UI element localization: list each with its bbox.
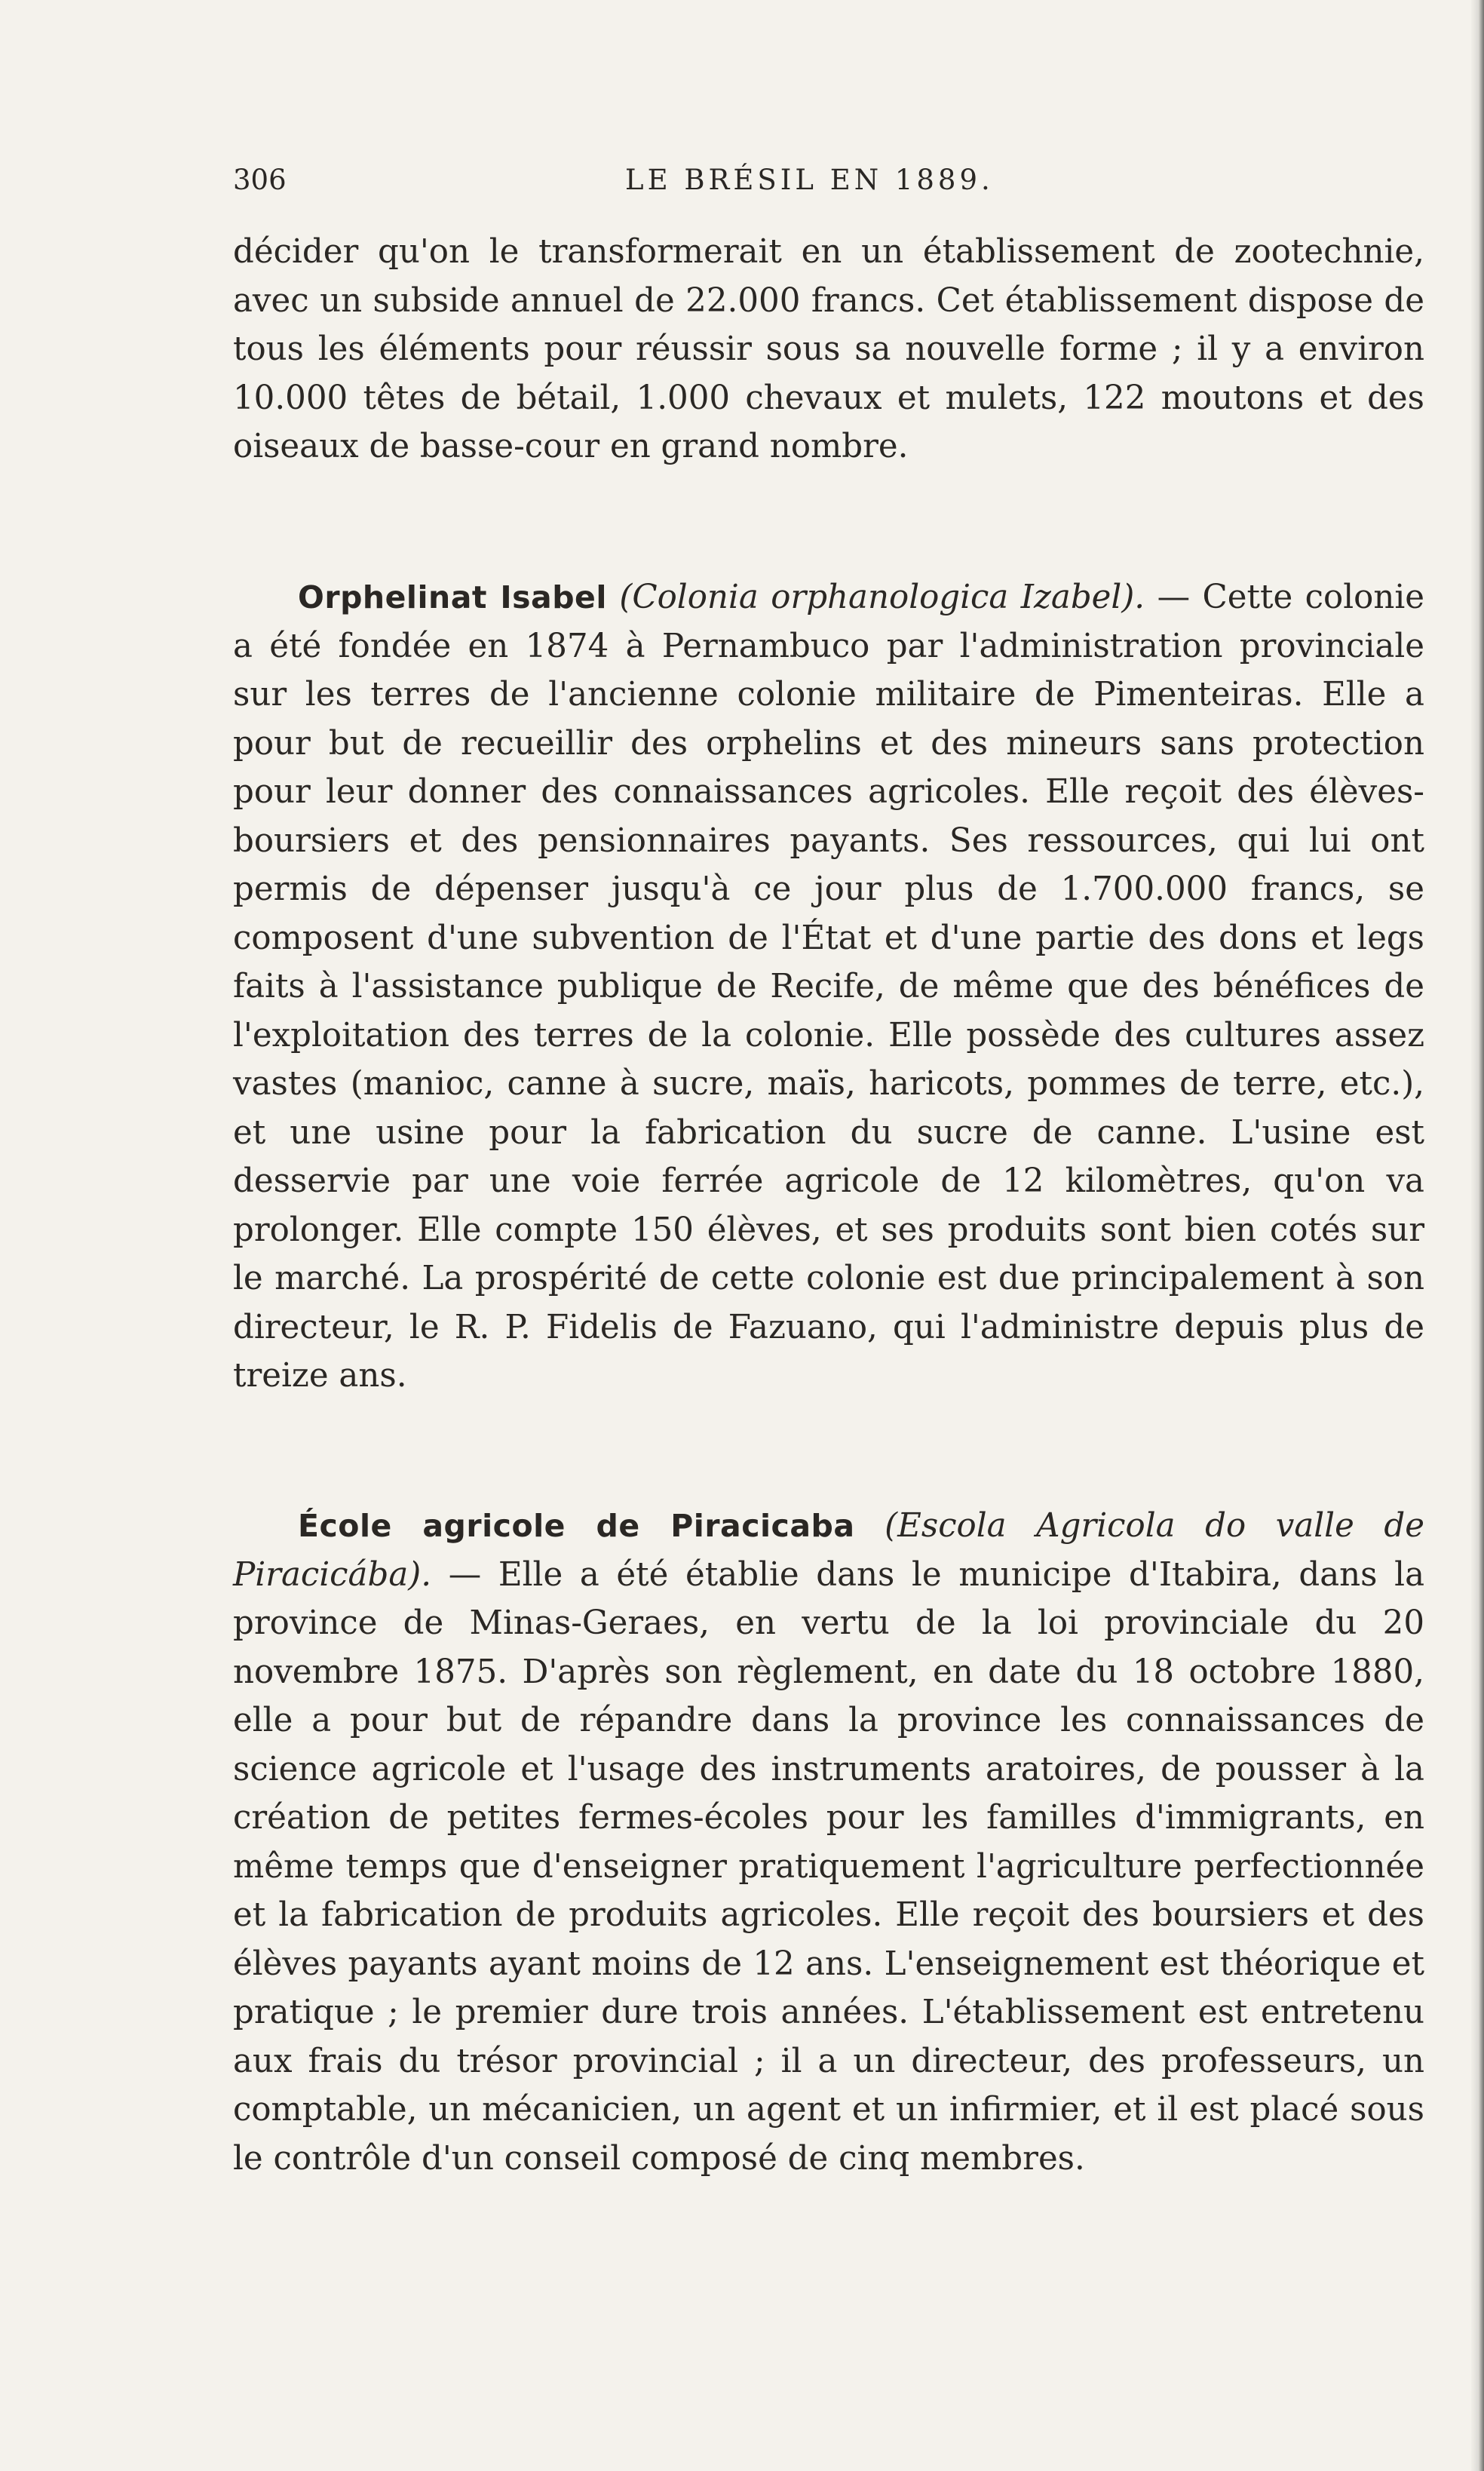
- section-heading-portuguese: (Escola Agricola do valle de Piracicába).: [233, 1507, 1424, 1594]
- paragraph-text: décider qu'on le transformerait en un établissement de zootechnie, avec un subside annuel de 22.000 francs. Cet établissement dispose de tous les éléments pour réussir sous sa nouvelle forme ; il y a environ 10.000 têtes de bétail, 1.000 chevaux et mulets, 122 moutons et des oiseaux de basse-cour en grand nombre.: [233, 233, 1424, 465]
- paragraph-orphelinat-isabel: [233, 573, 1424, 1401]
- running-title: LE BRÉSIL EN 1889.: [625, 164, 994, 196]
- section-heading: Orphelinat Isabel: [298, 579, 607, 615]
- section-heading-portuguese: (Colonia orphanologica Izabel).: [619, 579, 1145, 616]
- running-header: [233, 158, 1424, 203]
- page-number: 306: [233, 164, 287, 196]
- paragraph-zootechnie: [233, 228, 1424, 471]
- paragraph-ecole-piracicaba: [233, 1502, 1424, 2183]
- section-heading: École agricole de Piracicaba: [298, 1508, 855, 1544]
- paragraph-text: — Cette colonie a été fondée en 1874 à Pernambuco par l'administration provinciale sur les terres de l'ancienne colonie militaire de Pimenteiras. Elle a pour but de recueillir des orphelins et des mineurs sans protection pour leur donner des connaissances agricoles. Elle reçoit des élèves-boursiers et des pensionnaires payants. Ses ressources, qui lui ont permis de dépenser jusqu'à ce jour plus de 1.700.000 francs, se composent d'une subvention de l'État et d'une partie des dons et legs faits à l'assistance publique de Recife, de même que des bénéfices de l'exploitation des terres de la colonie. Elle possède des cultures assez vastes (manioc, canne à sucre, maïs, haricots, pommes de terre, etc.), et une usine pour la fabrication du sucre de canne. L'usine est desservie par une voie ferrée agricole de 12 kilomètres, qu'on va prolonger. Elle compte 150 élèves, et ses produits sont bien cotés sur le marché. La prospérité de cette colonie est due principalement à son directeur, le R. P. Fidelis de Fazuano, qui l'administre depuis plus de treize ans.: [233, 579, 1425, 1395]
- paragraph-text: — Elle a été établie dans le municipe d'Itabira, dans la province de Minas-Geraes, en vertu de la loi provinciale du 20 novembre 1875. D'après son règlement, en date du 18 octobre 1880, elle a pour but de répandre dans la province les connaissances de science agricole et l'usage des instruments aratoires, de pousser à la création de petites fermes-écoles pour les familles d'immigrants, en même temps que d'enseigner pratiquement l'agriculture perfectionnée et la fabrication de produits agricoles. Elle reçoit des boursiers et des élèves payants ayant moins de 12 ans. L'enseignement est théorique et pratique ; le premier dure trois années. L'établissement est entretenu aux frais du trésor provincial ; il a un directeur, des professeurs, un comptable, un mécanicien, un agent et un infirmier, et il est placé sous le contrôle d'un conseil composé de cinq membres.: [233, 1555, 1424, 2178]
- page-edge-shadow: [1470, 0, 1484, 2471]
